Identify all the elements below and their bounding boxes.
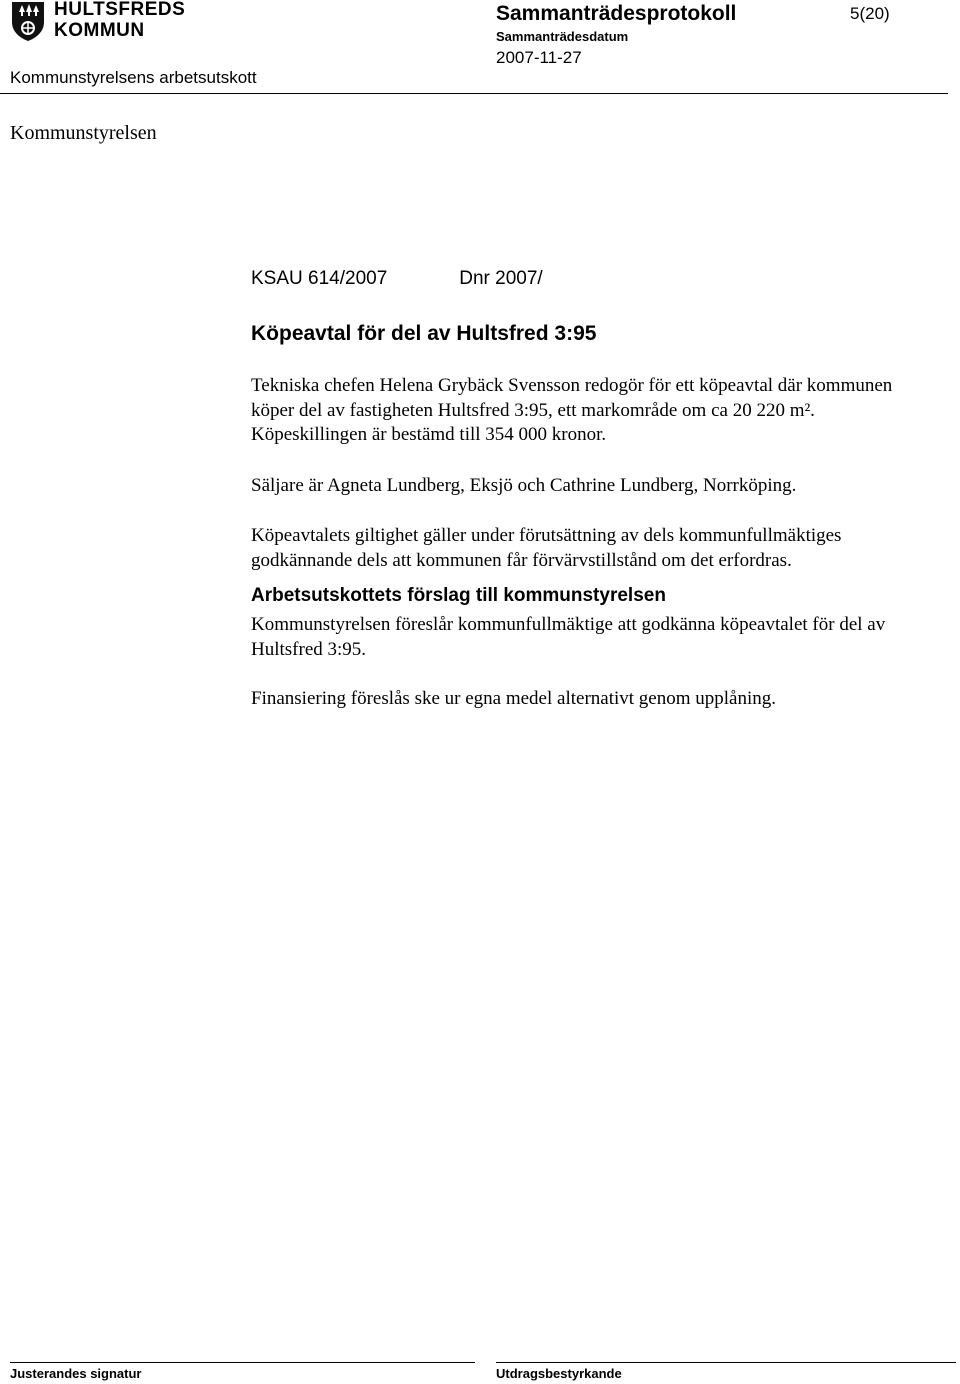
logo bbox=[10, 0, 190, 44]
paragraph-seller: Säljare är Agneta Lundberg, Eksjö och Cathrine Lundberg, Norrköping. bbox=[251, 474, 797, 496]
logo-text-line2: KOMMUN bbox=[54, 20, 145, 41]
diary-number: Dnr 2007/ bbox=[459, 268, 543, 289]
committee-name: Kommunstyrelsens arbetsutskott bbox=[10, 68, 257, 87]
case-number: KSAU 614/2007 bbox=[251, 268, 388, 289]
footer-divider-left bbox=[10, 1362, 475, 1363]
municipal-crest-icon bbox=[10, 0, 46, 42]
organization-name: Kommunstyrelsen bbox=[10, 122, 157, 144]
item-title: Köpeavtal för del av Hultsfred 3:95 bbox=[251, 322, 597, 345]
page-number: 5(20) bbox=[850, 4, 890, 23]
certification-label: Utdragsbestyrkande bbox=[496, 1366, 622, 1381]
financing-paragraph: Finansiering föreslås ske ur egna medel alternativt genom upplåning. bbox=[251, 688, 776, 709]
proposal-heading: Arbetsutskottets förslag till kommunstyrelsen bbox=[251, 585, 666, 606]
paragraph-background: Tekniska chefen Helena Grybäck Svensson redogör för ett köpeavtal där kommunen köper del av fastigheten Hultsfred 3:95, ett markområde om ca 20 220 m². Köpeskillingen är bestämd till 354 000 kronor. bbox=[251, 375, 893, 445]
case-reference bbox=[251, 268, 931, 294]
proposal-paragraph: Kommunstyrelsen föreslår kommunfullmäktige att godkänna köpeavtalet för del av Hultsfred 3:95. bbox=[251, 614, 886, 660]
meeting-date-label: Sammanträdesdatum bbox=[496, 29, 629, 44]
signature-label: Justerandes signatur bbox=[10, 1366, 142, 1381]
meeting-date: 2007-11-27 bbox=[496, 48, 582, 67]
header-divider bbox=[0, 93, 948, 94]
paragraph-validity: Köpeavtalets giltighet gäller under förutsättning av dels kommunfullmäktiges godkännande dels att kommunen får förvärvstillstånd om det erfordras. bbox=[251, 525, 842, 571]
footer-divider-right bbox=[496, 1362, 956, 1363]
agenda-item bbox=[251, 268, 931, 712]
document-title: Sammanträdesprotokoll bbox=[496, 2, 737, 25]
logo-text-line1: HULTSFREDS bbox=[54, 0, 186, 20]
